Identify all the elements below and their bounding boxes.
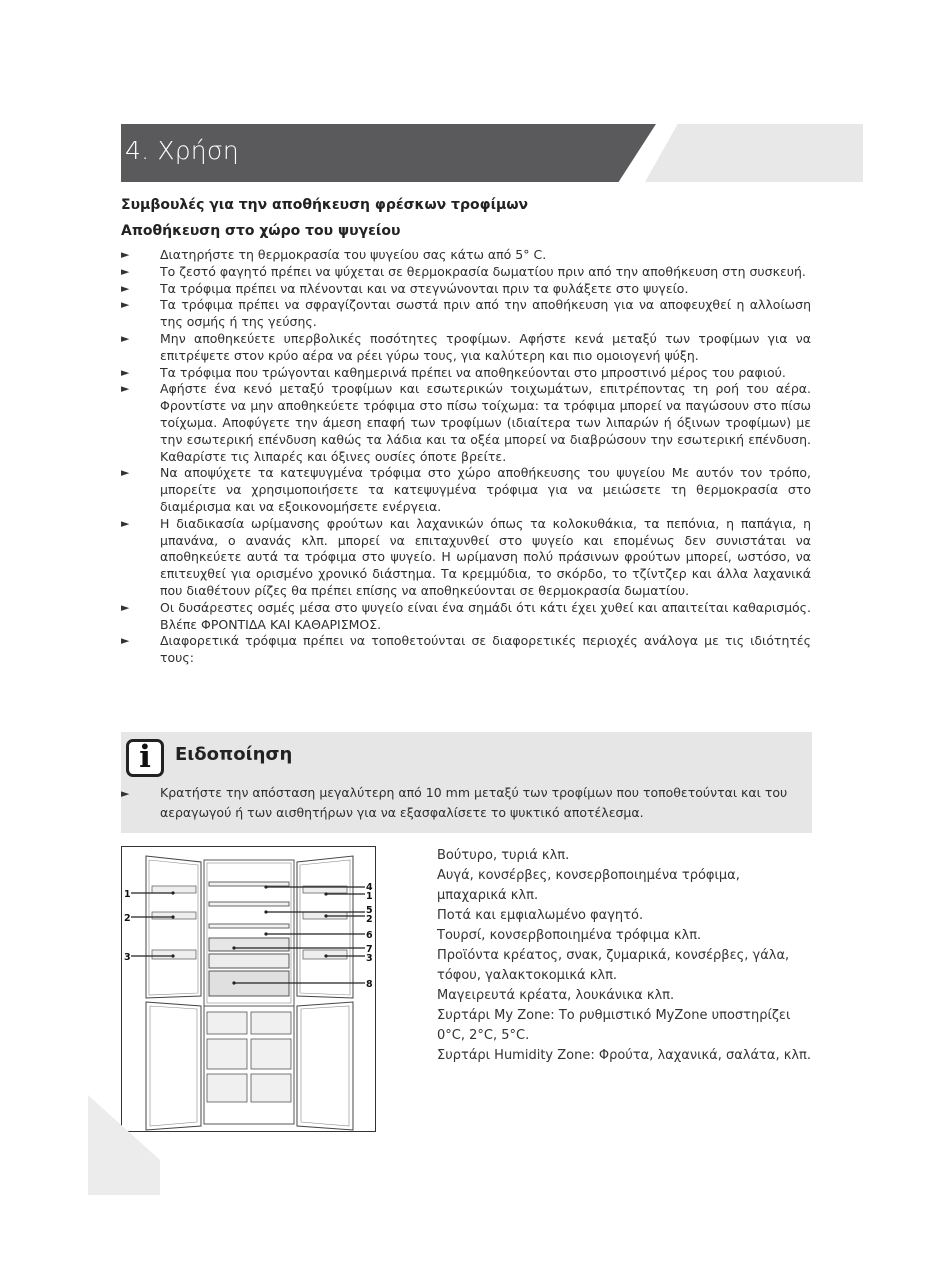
- info-icon: i: [126, 739, 164, 777]
- section-title: Συμβουλές για την αποθήκευση φρέσκων τροφίμων: [121, 197, 529, 213]
- list-item: Βούτυρο, τυριά κλπ.: [437, 848, 570, 863]
- list-item: ► Οι δυσάρεστες οσμές μέσα στο ψυγείο είναι ένα σημάδι ότι κάτι έχει χυθεί και απαιτείται καθαρισμός. Βλέπε ΦΡΟΝΤΙΔΑ ΚΑΙ ΚΑΘΑΡΙΣΜΟΣ.: [121, 599, 811, 632]
- diagram-label: 1: [124, 889, 131, 900]
- arrow-bullet-icon: ►: [121, 382, 130, 396]
- arrow-bullet-icon: ►: [121, 365, 130, 379]
- arrow-bullet-icon: ►: [121, 331, 130, 345]
- arrow-bullet-icon: ►: [121, 248, 130, 261]
- list-item: ► Τα τρόφιμα πρέπει να πλένονται και να στεγνώνονται πριν τα φυλάξετε στο ψυγείο.: [121, 280, 689, 296]
- page-title: 4. Χρήση: [125, 136, 239, 165]
- arrow-bullet-icon: ►: [121, 281, 130, 295]
- arrow-bullet-icon: ►: [121, 787, 130, 800]
- arrow-bullet-icon: ►: [121, 516, 130, 530]
- list-item: ► Διατηρήστε τη θερμοκρασία του ψυγείου σας κάτω από 5° C.: [121, 247, 547, 262]
- diagram-label: 8: [366, 979, 373, 990]
- diagram-label: 2: [124, 913, 131, 924]
- list-item: ► Διαφορετικά τρόφιμα πρέπει να τοποθετούνται σε διαφορετικές περιοχές ανάλογα με τις ιδιότητές τους:: [121, 633, 811, 666]
- list-item: Προϊόντα κρέατος, σνακ, ζυμαρικά, κονσέρβες, γάλα, τόφου, γαλακτοκομικά κλπ.: [437, 948, 790, 983]
- notice-title: Ειδοποίηση: [175, 744, 293, 765]
- arrow-bullet-icon: ►: [121, 264, 130, 278]
- notice-text: ► Κρατήστε την απόσταση μεγαλύτερη από 10 mm μεταξύ των τροφίμων που τοποθετούνται και του αεραγωγού ή των αισθητήρων για να εξασφαλίσετε το ψυκτικό αποτέλεσμα.: [121, 785, 788, 820]
- list-item: Ποτά και εμφιαλωμένο φαγητό.: [437, 908, 644, 923]
- compartment-legend: [437, 846, 812, 1066]
- list-item: Συρτάρι Humidity Zone: Φρούτα, λαχανικά, σαλάτα, κλπ.: [437, 1048, 812, 1063]
- list-item: ► Να αποψύχετε τα κατεψυγμένα τρόφιμα στο χώρο αποθήκευσης του ψυγείου Με αυτόν τον τρόπο, μπορείτε να χρησιμοποιήσετε τα κατεψυγμένα τρόφιμα για να μειώσετε τη θερμοκρασία στο διαμέρισμα και να εξοικονομήσετε ενέργεια.: [121, 465, 811, 514]
- tips-list: [121, 247, 811, 667]
- list-item: ► Τα τρόφιμα που τρώγονται καθημερινά πρέπει να αποθηκεύονται στο μπροστινό μέρος του ραφιού.: [121, 364, 786, 380]
- diagram-label: 3: [366, 953, 373, 964]
- arrow-bullet-icon: ►: [121, 634, 130, 648]
- list-item: Τουρσί, κονσερβοποιημένα τρόφιμα κλπ.: [437, 928, 702, 943]
- arrow-bullet-icon: ►: [121, 298, 130, 312]
- list-item: Μαγειρευτά κρέατα, λουκάνικα κλπ.: [437, 988, 675, 1003]
- arrow-bullet-icon: ►: [121, 600, 130, 614]
- fridge-diagram: [121, 846, 376, 1132]
- diagram-label: 3: [124, 952, 131, 963]
- diagram-label: 6: [366, 930, 373, 941]
- diagram-label: 5: [366, 905, 373, 916]
- list-item: ► Αφήστε ένα κενό μεταξύ τροφίμων και εσωτερικών τοιχωμάτων, επιτρέποντας τη ροή του αέρα. Φροντίστε να μην αποθηκεύετε τρόφιμα στο πίσω τοίχωμα: τα τρόφιμα μπορεί να παγώσουν στο πίσω τοίχωμα. Αποφύγετε την άμεση επαφή των τροφίμων (ιδιαίτερα των λιπαρών ή όξινων τροφίμων) με την εσωτερική επένδυση καθώς τα λάδια και τα οξέα μπορεί να διαβρώσουν την εσωτερική επένδυση. Καθαρίστε τις λιπαρές και όξινες ουσίες όποτε βρείτε.: [121, 381, 811, 464]
- notice-box: [121, 732, 812, 833]
- list-item: ► Το ζεστό φαγητό πρέπει να ψύχεται σε θερμοκρασία δωματίου πριν από την αποθήκευση στη συσκευή.: [121, 263, 806, 279]
- section-subtitle: Αποθήκευση στο χώρο του ψυγείου: [121, 223, 401, 239]
- diagram-label: 1: [366, 891, 373, 902]
- diagram-label: 2: [366, 914, 373, 925]
- diagram-label: 4: [366, 882, 373, 893]
- list-item: ► Μην αποθηκεύετε υπερβολικές ποσότητες τροφίμων. Αφήστε κενά μεταξύ των τροφίμων για να επιτρέψετε στον κρύο αέρα να ρέει γύρω τους, για καλύτερη και πιο ομοιογενή ψύξη.: [121, 330, 811, 363]
- diagram-label: 7: [366, 944, 373, 955]
- arrow-bullet-icon: ►: [121, 466, 130, 480]
- list-item: ► Τα τρόφιμα πρέπει να σφραγίζονται σωστά πριν από την αποθήκευση για να αποφευχθεί η αλλοίωση της οσμής ή της γεύσης.: [121, 297, 811, 330]
- list-item: ► Η διαδικασία ωρίμανσης φρούτων και λαχανικών όπως τα κολοκυθάκια, τα πεπόνια, η παπάγια, η μπανάνα, ο ανανάς κλπ. μπορεί να επιταχυνθεί στο ψυγείο και επομένως δεν συνιστάται να αποθηκεύετε αυτά τα τρόφιμα στο ψυγείο. Η ωρίμανση πολύ πράσινων φρούτων μπορεί, ωστόσο, να επιτευχθεί για ορισμένο χρονικό διάστημα. Τα κρεμμύδια, το σκόρδο, το τζίντζερ και άλλα λαχανικά που διαθέτουν ρίζες θα πρέπει επίσης να αποθηκεύονται σε θερμοκρασία δωματίου.: [121, 515, 811, 598]
- header-decoration: [645, 124, 863, 182]
- list-item: Αυγά, κονσέρβες, κονσερβοποιημένα τρόφιμα, μπαχαρικά κλπ.: [437, 868, 740, 903]
- list-item: Συρτάρι My Zone: Το ρυθμιστικό MyZone υποστηρίζει 0°C, 2°C, 5°C.: [437, 1008, 791, 1043]
